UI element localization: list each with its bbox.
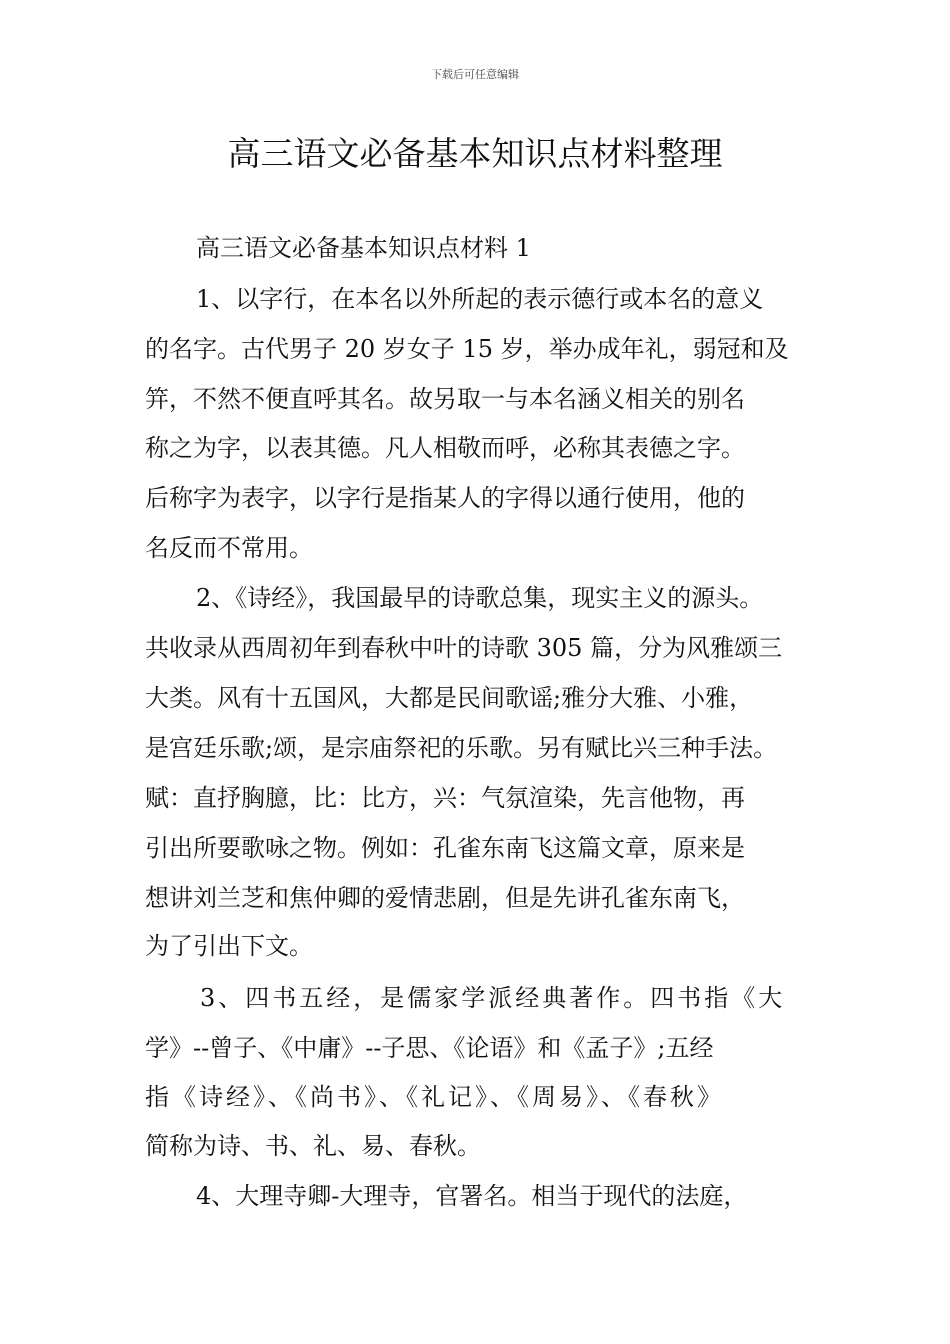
paragraph-line: 名反而不常用。 [145,534,313,562]
paragraph-line: 3、四书五经，是儒家学派经典著作。四书指《大 [200,984,786,1012]
header-note: 下载后可任意编辑 [431,68,519,81]
paragraph-line: 引出所要歌咏之物。例如：孔雀东南飞这篇文章，原来是 [145,834,745,862]
section-heading: 高三语文必备基本知识点材料 1 [196,234,531,262]
paragraph-line: 学》--曾子、《中庸》--子思、《论语》和《孟子》;五经 [145,1034,714,1062]
paragraph-line: 后称字为表字，以字行是指某人的字得以通行使用，他的 [145,484,745,512]
paragraph-line: 是宫廷乐歌;颂，是宗庙祭祀的乐歌。另有赋比兴三种手法。 [145,734,778,762]
paragraph-line: 称之为字，以表其德。凡人相敬而呼，必称其表德之字。 [145,434,745,462]
paragraph-line: 2、《诗经》，我国最早的诗歌总集，现实主义的源头。 [196,584,764,612]
paragraph-line: 为了引出下文。 [145,932,313,960]
paragraph-line: 大类。风有十五国风，大都是民间歌谣;雅分大雅、小雅， [145,684,754,712]
paragraph-line: 简称为诗、书、礼、易、春秋。 [145,1132,481,1160]
paragraph-line: 指《诗经》、《尚书》、《礼记》、《周易》、《春秋》 [145,1083,724,1111]
paragraph-line: 想讲刘兰芝和焦仲卿的爱情悲剧，但是先讲孔雀东南飞， [145,884,745,912]
paragraph-line: 4、大理寺卿-大理寺，官署名。相当于现代的法庭， [196,1182,748,1210]
paragraph-line: 的名字。古代男子 20 岁女子 15 岁，举办成年礼，弱冠和及 [145,335,789,363]
paragraph-line: 赋：直抒胸臆，比：比方，兴：气氛渲染，先言他物，再 [145,784,745,812]
document-title: 高三语文必备基本知识点材料整理 [227,134,723,173]
paragraph-line: 共收录从西周初年到春秋中叶的诗歌 305 篇，分为风雅颂三 [145,634,783,662]
paragraph-line: 笄，不然不便直呼其名。故另取一与本名涵义相关的别名 [145,385,745,413]
paragraph-line: 1、以字行，在本名以外所起的表示德行或本名的意义 [196,285,764,313]
